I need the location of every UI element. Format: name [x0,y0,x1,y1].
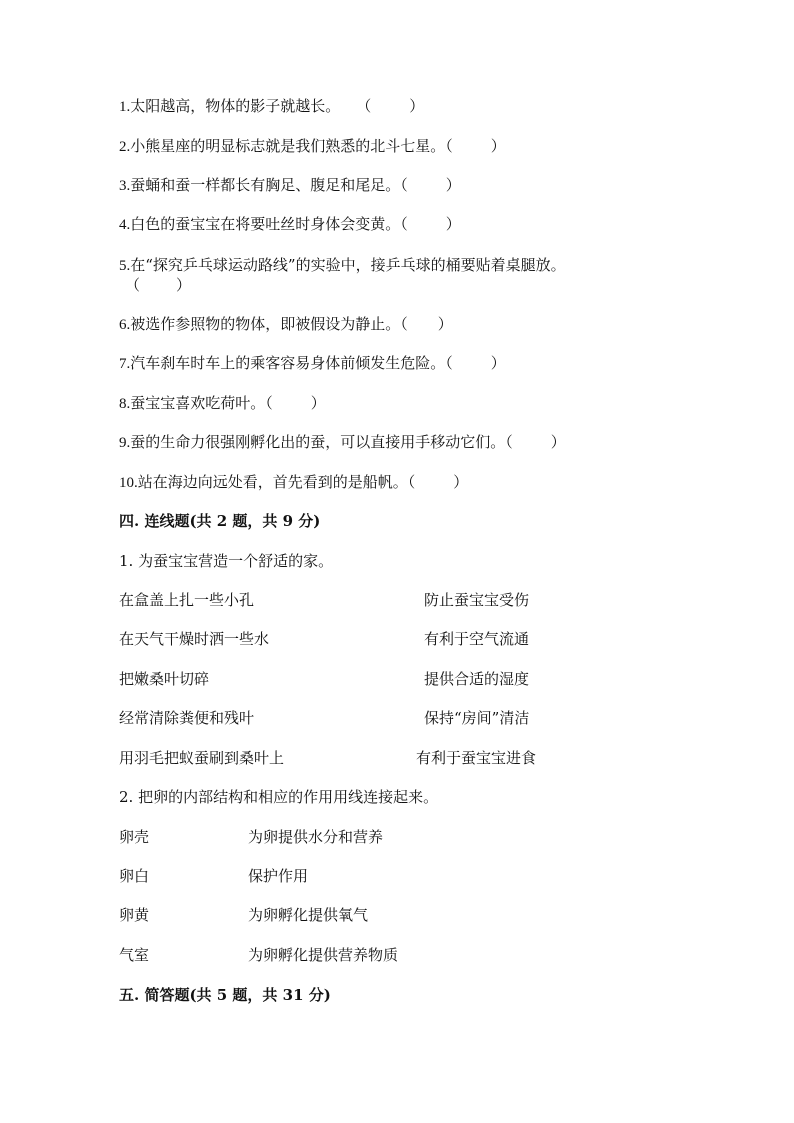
answer-blank-open[interactable]: （ [356,97,372,115]
section-heading: 五. 简答题(共 5 题，共 31 分) [119,986,331,1004]
match-right-item[interactable]: 为卵孵化提供营养物质 [248,946,399,964]
match-right-item[interactable]: 保护作用 [248,867,309,885]
answer-blank-open[interactable]: （ [400,176,408,194]
match-left-item[interactable]: 把嫩桑叶切碎 [119,670,210,688]
match-right-item[interactable]: 有利于蚕宝宝进食 [416,749,537,767]
match-left-item[interactable]: 经常清除粪便和残叶 [119,709,255,727]
match-left-item[interactable]: 卵黄 [119,906,150,924]
judgement-item-continuation: （ ） [125,276,192,294]
answer-blank-open[interactable]: （ [400,315,408,333]
judgement-item: 1.太阳越高，物体的影子就越长。 （ ） [119,97,425,115]
match-left-item[interactable]: 用羽毛把蚁蚕刷到桑叶上 [119,749,285,767]
answer-blank-open[interactable]: （ [400,215,408,233]
match-left-item[interactable]: 卵白 [119,867,150,885]
match-left-item[interactable]: 在盒盖上扎一些小孔 [119,591,255,609]
judgement-item: 6.被选作参照物的物体，即被假设为静止。（ ） [119,315,453,333]
match-left-item[interactable]: 在天气干燥时洒一些水 [119,630,270,648]
answer-blank-open[interactable]: （ [407,473,416,491]
match-left-item[interactable]: 卵壳 [119,828,150,846]
answer-blank-open[interactable]: （ [265,394,273,412]
match-right-item[interactable]: 为卵孵化提供氧气 [248,906,369,924]
answer-blank-open[interactable]: （ [445,137,453,155]
match-left-item[interactable]: 气室 [119,946,150,964]
question-title: 1. 为蚕宝宝营造一个舒适的家。 [119,552,334,570]
answer-blank-open[interactable]: （ [125,276,141,294]
judgement-item: 5.在“探究乒乓球运动路线”的实验中，接乒乓球的桶要贴着桌腿放。 [119,256,566,274]
answer-blank-open[interactable]: （ [505,433,513,451]
judgement-item: 10.站在海边向远处看，首先看到的是船帆。（ ） [119,473,469,491]
judgement-item: 2.小熊星座的明显标志就是我们熟悉的北斗七星。（ ） [119,137,506,155]
judgement-item: 7.汽车刹车时车上的乘客容易身体前倾发生危险。（ ） [119,354,506,372]
match-right-item[interactable]: 有利于空气流通 [424,630,530,648]
answer-blank-open[interactable]: （ [445,354,453,372]
match-right-item[interactable]: 保持“房间”清洁 [424,709,530,727]
judgement-item: 4.白色的蚕宝宝在将要吐丝时身体会变黄。（ ） [119,215,461,233]
judgement-item: 8.蚕宝宝喜欢吃荷叶。（ ） [119,394,326,412]
judgement-item: 3.蚕蛹和蚕一样都长有胸足、腹足和尾足。（ ） [119,176,461,194]
match-right-item[interactable]: 防止蚕宝宝受伤 [424,591,530,609]
match-right-item[interactable]: 提供合适的湿度 [424,670,530,688]
section-heading: 四. 连线题(共 2 题，共 9 分) [119,512,321,530]
judgement-item: 9.蚕的生命力很强刚孵化出的蚕，可以直接用手移动它们。（ ） [119,433,566,451]
match-right-item[interactable]: 为卵提供水分和营养 [248,828,384,846]
question-title: 2. 把卵的内部结构和相应的作用用线连接起来。 [119,788,439,806]
